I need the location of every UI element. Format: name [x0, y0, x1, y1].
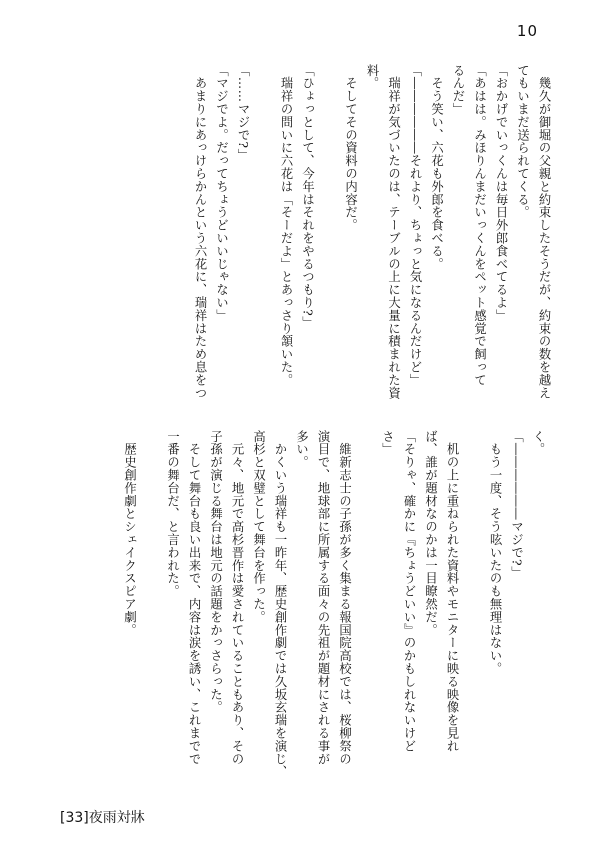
text-line: 瑞祥が気づいたのは、テーブルの上に大量に積まれた資: [386, 64, 401, 400]
text-line: るんだ」: [451, 64, 465, 116]
text-line: 「――――――マジで?」: [509, 430, 524, 580]
text-line: そしてその資料の内容だ。: [343, 64, 358, 232]
text-line: 演目で、地球部に所属する面々の先祖が題材にされる事が: [316, 430, 330, 766]
text-line: [462, 430, 484, 790]
text-line: さ」: [380, 430, 395, 456]
text-line: 歴史創作劇とシェイクスピア劇。: [122, 430, 137, 637]
text-line: てもいまだ送られてくる。: [515, 64, 530, 219]
text-line: 瑞祥の問いに六花は「そーだよ」とあっさり頷いた。: [279, 64, 293, 387]
chapter-footer: [33]夜雨対牀: [60, 810, 145, 826]
text-line: 「マジでよ。だってちょうどいいじゃない」: [214, 64, 229, 322]
text-line: [253, 64, 275, 414]
text-line: そして舞台も良い出来で、内容は涙を誘い、これまでで: [187, 430, 201, 766]
text-line: [355, 430, 377, 790]
text-line: もう一度、そう呟いたのも無理はない。: [488, 430, 502, 676]
text-line: 料。: [365, 64, 379, 90]
text-line: そう笑い、六花も外郎を食べる。: [429, 64, 444, 271]
text-line: 「あはは。みほりんまだいっくんをペット感覚で飼って: [472, 64, 487, 387]
text-line: 一番の舞台だ、と言われた。: [165, 430, 180, 598]
text-line: 子孫が演じる舞台は地元の話題をかっさらった。: [208, 430, 223, 714]
text-line: 「――――――それより、ちょっと気になるんだけど」: [408, 64, 422, 387]
text-line: かくいう瑞祥も一昨年、歴史創作劇では久坂玄瑞を演じ、: [273, 430, 287, 779]
text-line: 「……マジで?」: [236, 64, 250, 162]
text-line: [318, 64, 340, 414]
text-line: 幾久が御堀の父親と約束したそうだが、約束の数を越え: [537, 64, 551, 400]
page-number: 10: [516, 22, 538, 40]
upper-text-block: [189, 64, 555, 414]
text-line: 元々、地元で高杉晋作は愛されていることもあり、その: [230, 430, 244, 766]
text-line: 「そりゃ、確かに『ちょうどいい』のかもしれないけど: [402, 430, 416, 753]
text-line: 「おかげでいっくんは毎日外郎食べてるよ」: [494, 64, 508, 322]
text-line: 多い。: [294, 430, 309, 469]
text-line: 維新志士の子孫が多く集まる報国院高校では、桜柳祭の: [337, 430, 352, 766]
text-line: 高杉と双璧として舞台を作った。: [251, 430, 266, 624]
text-line: [140, 430, 162, 790]
text-line: 机の上に重ねられた資料やモニターに映る映像を見れ: [445, 430, 459, 753]
text-line: ば、誰が題材なのかは一目瞭然だ。: [423, 430, 438, 637]
text-line: あまりにあっけらかんという六花に、瑞祥はため息をつ: [193, 64, 207, 400]
text-line: く。: [531, 430, 545, 456]
lower-text-block: [118, 430, 548, 790]
text-line: 「ひょっとして、今年はそれをやるつもり?」: [300, 64, 315, 330]
